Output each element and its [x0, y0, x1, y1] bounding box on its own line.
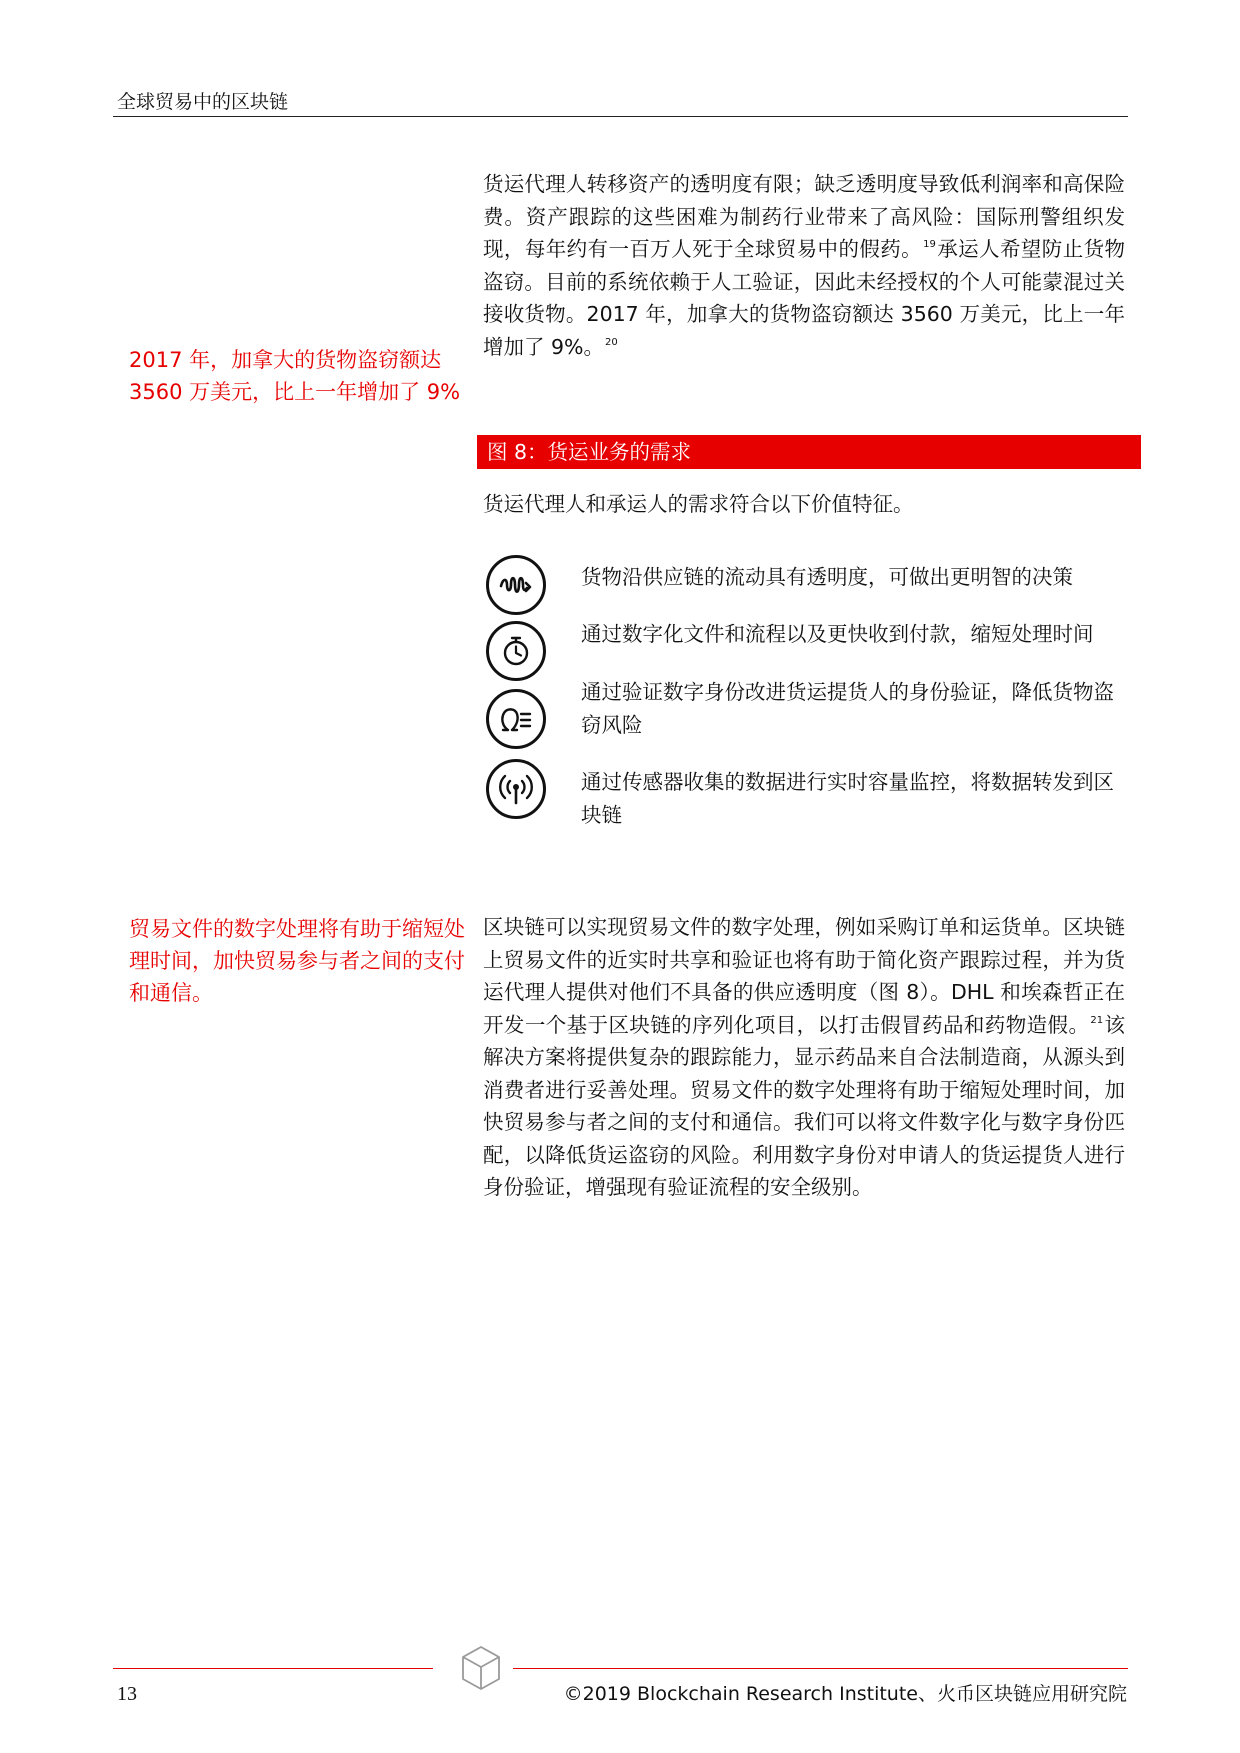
identity-icon	[486, 689, 546, 749]
footnote-ref[interactable]: 19	[923, 239, 936, 250]
figure-intro: 货运代理人和承运人的需求符合以下价值特征。	[483, 492, 914, 516]
paragraph-text: 区块链可以实现贸易文件的数字处理，例如采购订单和运货单。区块链上贸易文件的近实时共享和验证也将有助于简化资产跟踪过程，并为货运代理人提供对他们不具备的供应透明度（图 8）。DHL 和埃森哲正在开发一个基于区块链的序列化项目，以打击假冒药品和药物造假。	[483, 915, 1125, 1037]
body-paragraph-2	[483, 911, 1125, 1204]
footnote-ref[interactable]: 21	[1090, 1014, 1104, 1026]
page-number: 13	[117, 1683, 137, 1705]
figure-title: 图 8：货运业务的需求	[487, 440, 692, 464]
cube-logo-icon	[458, 1643, 504, 1693]
paragraph-text: 货运代理人转移资产的透明度有限；缺乏透明度导致低利润率和高保险费。资产跟踪的这些困难为制药行业带来了高风险：国际刑警组织发现，每年约有一百万人死于全球贸易中的假药。	[483, 172, 1125, 261]
footer-copyright: ©2019 Blockchain Research Institute、火币区块链应用研究院	[563, 1683, 1127, 1705]
flow-icon	[486, 555, 546, 615]
paragraph-text: 承运人希望防止货物盗窃。目前的系统依赖于人工验证，因此未经授权的个人可能蒙混过关接收货物。2017 年，加拿大的货物盗窃额达 3560 万美元，比上一年增加了 9%。	[483, 237, 1126, 359]
footer-rule-right	[513, 1668, 1128, 1669]
sensor-icon	[486, 759, 546, 819]
pull-quote-1: 2017 年，加拿大的货物盗窃额达 3560 万美元，比上一年增加了 9%	[129, 348, 461, 404]
pull-quote-2: 贸易文件的数字处理将有助于缩短处理时间，加快贸易参与者之间的支付和通信。	[129, 917, 465, 1005]
footnote-ref[interactable]: 20	[605, 336, 618, 348]
feature-text-1: 货物沿供应链的流动具有透明度，可做出更明智的决策	[581, 565, 1073, 589]
footer-rule-left	[113, 1668, 433, 1669]
paragraph-text: 该解决方案将提供复杂的跟踪能力，显示药品来自合法制造商，从源头到消费者进行妥善处理。贸易文件的数字处理将有助于缩短处理时间，加快贸易参与者之间的支付和通信。我们可以将文件数字化与数字身份匹配，以降低货运盗窃的风险。利用数字身份对申请人的货运提货人进行身份验证，增强现有验证流程的安全级别。	[483, 1012, 1126, 1199]
feature-text-4: 通过传感器收集的数据进行实时容量监控，将数据转发到区块链	[581, 770, 1114, 827]
stopwatch-icon	[486, 621, 546, 681]
header-divider	[113, 116, 1128, 117]
running-header: 全球贸易中的区块链	[117, 91, 289, 113]
feature-text-2: 通过数字化文件和流程以及更快收到付款，缩短处理时间	[581, 622, 1094, 646]
feature-text-3: 通过验证数字身份改进货运提货人的身份验证，降低货物盗窃风险	[581, 680, 1114, 737]
body-paragraph-1	[483, 168, 1125, 363]
